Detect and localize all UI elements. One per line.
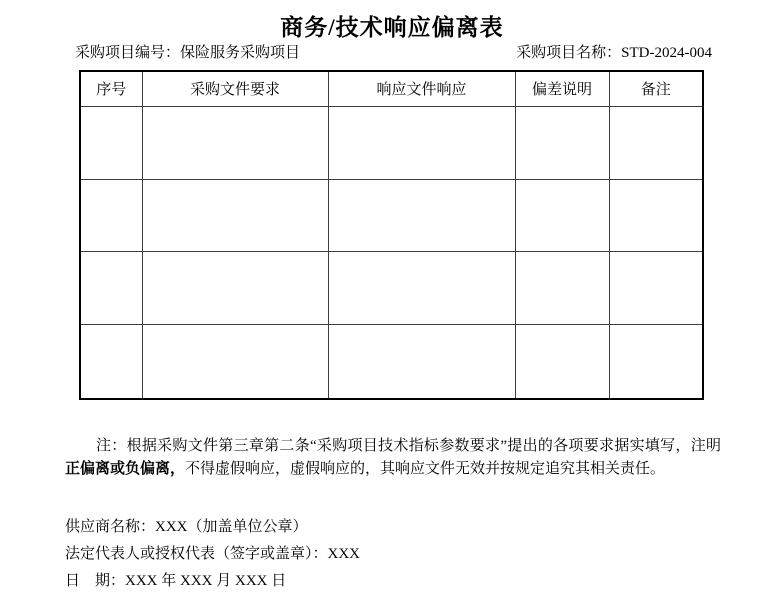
table-cell-empty [328,324,515,399]
representative-line [65,541,360,568]
page-title: 商务/技术响应偏离表 [280,15,504,40]
header-cell-remark: 备注 [609,71,703,106]
project-name [516,44,712,63]
table-cell-empty [328,179,515,251]
representative-value: XXX [327,546,361,562]
table-cell-empty [80,251,142,324]
representative-label: 法定代表人或授权代表（签字或盖章）： [65,546,328,562]
table-cell-empty [80,324,142,399]
note-text-bold: 正偏离或负偏离， [65,461,186,477]
table-cell-empty [515,106,609,179]
project-number-label: 采购项目编号： [75,45,181,61]
project-number [75,44,300,63]
table-row [80,324,703,399]
project-name-label: 采购项目名称： [516,45,622,61]
header-cell-response: 响应文件响应 [328,71,515,106]
note-text-prefix: 注：根据采购文件第三章第二条“采购项目技术指标参数要求”提出的各项要求据实填写，注明 [96,438,721,454]
note-paragraph [65,435,721,481]
table-header-row [80,71,703,106]
table-cell-empty [142,179,328,251]
meta-row [75,44,712,63]
supplier-value: XXX（加盖单位公章） [155,519,308,535]
header-cell-seq: 序号 [80,71,142,106]
supplier-line [65,514,360,541]
table-cell-empty [609,324,703,399]
table-cell-empty [142,324,328,399]
table-row [80,251,703,324]
project-name-value: STD-2024-004 [621,45,712,61]
signature-block [65,514,360,595]
table-cell-empty [609,179,703,251]
supplier-label: 供应商名称： [65,519,156,535]
table-cell-empty [142,251,328,324]
table-cell-empty [515,179,609,251]
deviation-table [79,70,704,400]
header-cell-requirement: 采购文件要求 [142,71,328,106]
table-cell-empty [80,179,142,251]
table-cell-empty [328,251,515,324]
table-cell-empty [515,251,609,324]
note-text-suffix: 不得虚假响应，虚假响应的，其响应文件无效并按规定追究其相关责任。 [185,461,666,477]
table-cell-empty [515,324,609,399]
header-cell-deviation: 偏差说明 [515,71,609,106]
table-cell-empty [328,106,515,179]
table-row [80,106,703,179]
table-cell-empty [80,106,142,179]
date-line [65,568,360,595]
table-cell-empty [609,106,703,179]
project-number-value: 保险服务采购项目 [180,45,301,61]
table-cell-empty [609,251,703,324]
table-cell-empty [142,106,328,179]
date-value: XXX 年 XXX 月 XXX 日 [125,573,287,589]
table-body [80,106,703,399]
date-label: 日 期： [65,573,126,589]
table-row [80,179,703,251]
